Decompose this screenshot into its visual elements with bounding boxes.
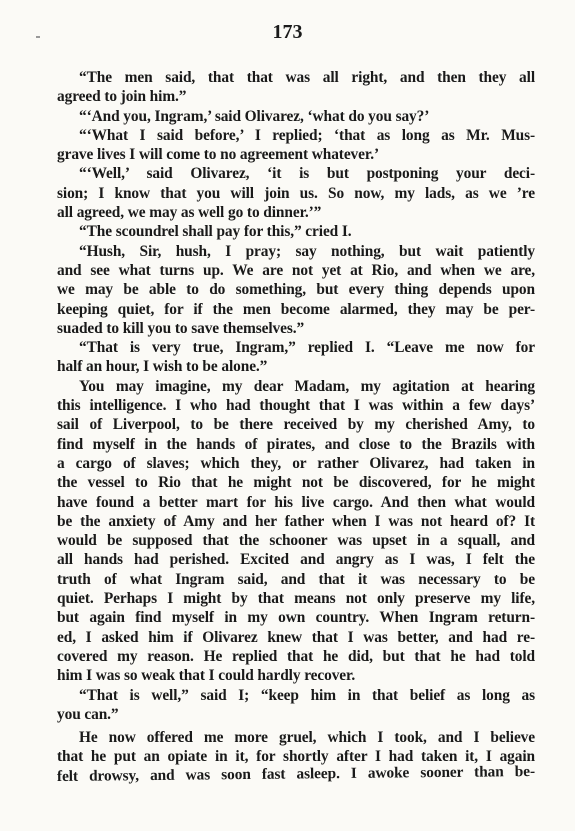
text-line: “That is very true, Ingram,” replied I. “Leave me now for <box>79 339 535 357</box>
text-line: covered my reason. He replied that he did, but that he had told <box>57 647 535 665</box>
text-line: He now offered me more gruel, which I took, and I believe <box>79 729 535 747</box>
text-line: grave lives I will come to no agreement whatever.’ <box>57 146 379 164</box>
text-line: “That is well,” said I; “keep him in that belief as long as <box>79 686 535 704</box>
text-line: but again find myself in my own country. When Ingram return- <box>57 609 535 627</box>
text-line: truth of what Ingram said, and that it was necessary to be <box>57 570 535 588</box>
text-line: “The scoundrel shall pay for this,” cried I. <box>79 223 352 241</box>
text-line: “‘Well,’ said Olivarez, ‘it is but postponing your deci- <box>79 165 535 183</box>
text-line: sail of Liverpool, to be there received by my cherished Amy, to <box>57 416 535 434</box>
text-line: half an hour, I wish to be alone.” <box>57 358 268 376</box>
text-line: find myself in the hands of pirates, and close to the Brazils with <box>57 435 535 453</box>
page-number: 173 <box>272 21 303 43</box>
text-line: agreed to join him.” <box>57 88 187 106</box>
text-line: you can.” <box>57 705 119 723</box>
text-line: “Hush, Sir, hush, I pray; say nothing, but wait patiently <box>79 242 535 260</box>
text-line: all agreed, we may as well go to dinner.’” <box>57 204 322 222</box>
text-line: keeping quiet, for if the men become alarmed, they may be per- <box>57 300 535 318</box>
text-line: and see what turns up. We are not yet at Rio, and when we are, <box>57 261 535 279</box>
text-line: all hands had perished. Excited and angry as I was, I felt the <box>57 551 535 569</box>
text-line: quiet. Perhaps I might by that means not only preserve my life, <box>57 590 535 608</box>
text-line: would be supposed that the schooner was upset in a squall, and <box>57 532 535 550</box>
text-line: “‘What I said before,’ I replied; ‘that as long as Mr. Mus- <box>79 126 535 144</box>
text-line: that he put an opiate in it, for shortly after I had taken it, I again <box>57 748 535 766</box>
text-line: felt drowsy, and was soon fast asleep. I awoke sooner than be- <box>56 762 536 785</box>
text-line: You may imagine, my dear Madam, my agitation at hearing <box>79 377 535 395</box>
text-line: have found a better mart for his live cargo. And then what would <box>57 493 535 511</box>
text-line: him I was so weak that I could hardly recover. <box>57 667 356 685</box>
text-line: we may be able to do something, but every thing depends upon <box>57 281 535 299</box>
text-line: sion; I know that you will join us. So now, my lads, as we ’re <box>57 184 535 202</box>
text-line: be the anxiety of Amy and her father when I was not heard of? It <box>57 512 535 530</box>
text-line: “The men said, that that was all right, and then they all <box>79 69 535 86</box>
text-line: “‘And you, Ingram,’ said Olivarez, ‘what do you say?’ <box>79 107 430 125</box>
text-line: a cargo of slaves; which they, or rather Olivarez, had taken in <box>57 454 535 472</box>
text-line: ed, I asked him if Olivarez knew that I was better, and had re- <box>57 628 535 646</box>
text-line: this intelligence. I who had thought that I was within a few days’ <box>57 397 535 415</box>
text-line: the vessel to Rio that he might not be discovered, for he might <box>57 474 535 492</box>
text-line: suaded to kill you to save themselves.” <box>57 319 305 337</box>
body-text <box>57 68 535 786</box>
